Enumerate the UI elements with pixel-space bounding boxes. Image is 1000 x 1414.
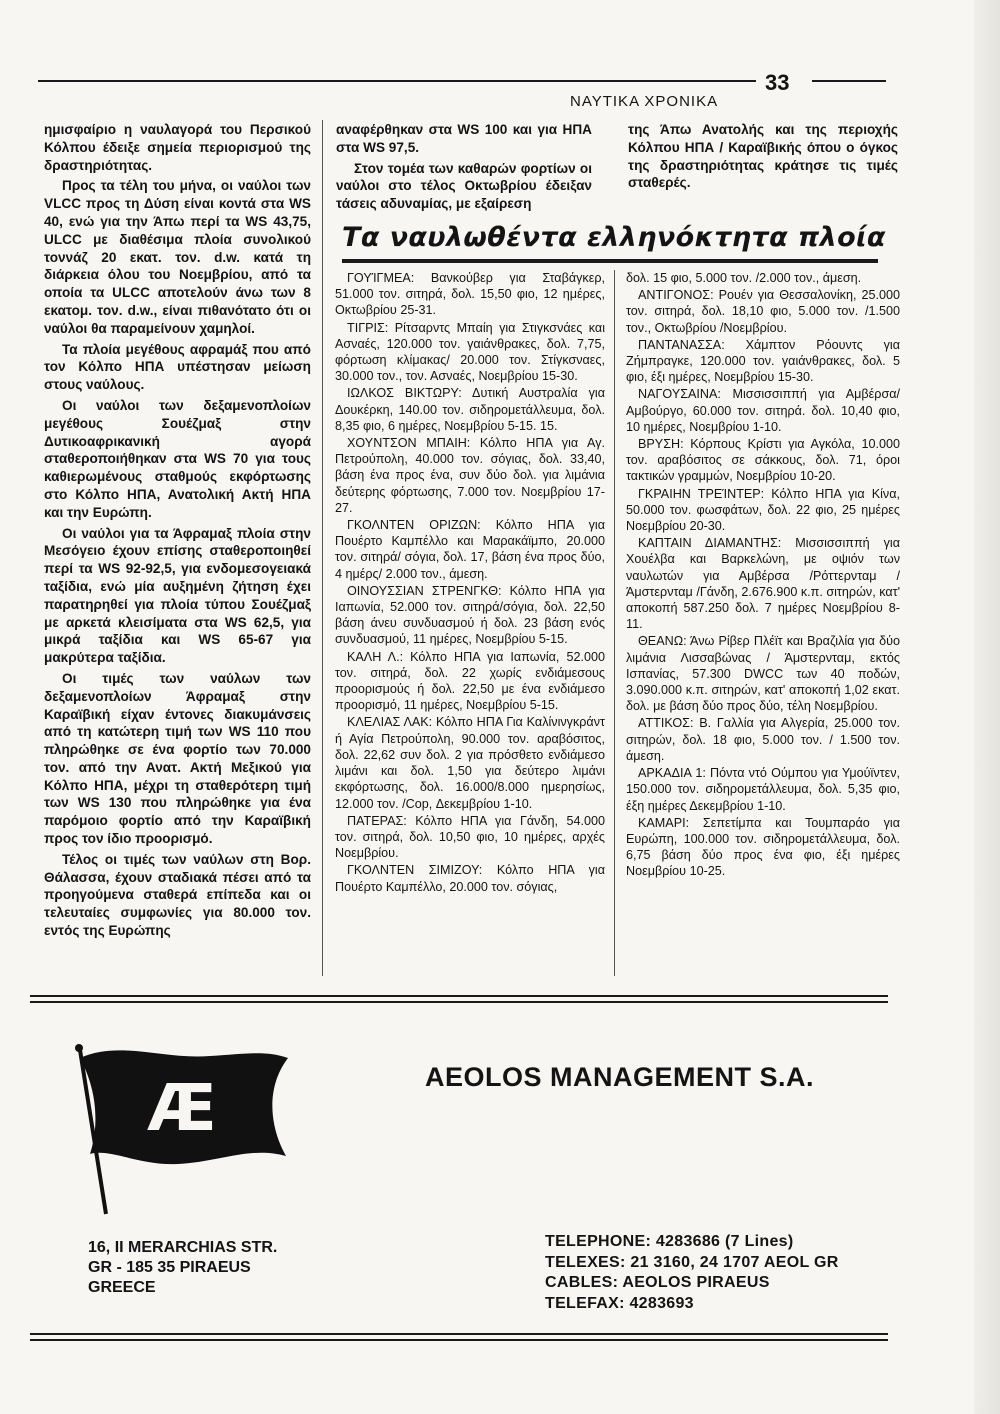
list-column-divider bbox=[614, 270, 615, 976]
page-edge bbox=[974, 0, 1000, 1414]
charter-entry: ΑΡΚΑΔΙΑ 1: Πόντα ντό Ούμπου για Υμούϊντεν, 150.000 τον. σιδηρομετάλλευμα, δολ. 5,35 φιο, έξη ημέρες Δεκεμβρίου 1-10. bbox=[626, 766, 900, 813]
charter-entry: ΤΙΓΡΙΣ: Ρίτσαρντς Μπαίη για Στιγκσνάες και Ασναές, 120.000 τον. γαιάνθρακες, δολ. 7,75, φόρτωση κλίμακας/ 20.000 τον. Στίγκσναες, 30.000 τον., τον. Ασναές, Νοεμβρίου 15-30. bbox=[335, 320, 605, 384]
flag-logo bbox=[60, 1028, 295, 1218]
contact-line: TELEXES: 21 3160, 24 1707 AEOL GR bbox=[545, 1253, 839, 1271]
charter-list-left bbox=[335, 270, 605, 896]
address-line: GREECE bbox=[88, 1279, 156, 1296]
advert-bottom-rule bbox=[30, 1333, 888, 1341]
charter-entry: ΚΑΜΑΡΙ: Σεπετίμπα και Τουμπαράο για Ευρώπη, 100.000 τον. σιδηρομετάλλευμα, δολ. 6,75 βάση δύο προς ένα φιο, έξι ημέρες Νοεμβρίου 10-25. bbox=[626, 815, 900, 879]
header-rule-right bbox=[812, 80, 886, 82]
company-name: AEOLOS MANAGEMENT S.A. bbox=[425, 1062, 815, 1092]
charter-entry: ΚΑΠΤΑΙΝ ΔΙΑΜΑΝΤΗΣ: Μισσισσιππή για Χουέλβα και Βαρκελώνη, με οψιόν των ναυλωτών για Αμβέρσα /Ρόττερνταμ / Άμστερνταμ /Γάνδη, 2.676.900 κ.π. σιτηρών, κατ' αποκοπή 587.250 δολ. 7 ημέρες Νοεμβρίου 8-11. bbox=[626, 536, 900, 632]
charter-entry: ΝΑΓΟΥΣΑΙΝΑ: Μισσισσιππή για Αμβέρσα/ Αμβούργο, 60.000 τον. σιτηρά. δολ. 10,40 φιο, 10 ημέρες, Νοεμβρίου 1-10. bbox=[626, 387, 900, 434]
article-paragraph: Οι ναύλοι των δεξαμενοπλοίων μεγέθους Σουέζμαξ στην Δυτικοαφρικανική αγορά σταθεροποιήθηκαν στα WS 70 για τους καθιερωμένους σταθμούς εκφόρτωσης στο Κόλπο ΗΠΑ, Ανατολική Ακτή ΗΠΑ και την Ευρώπη. bbox=[44, 397, 311, 520]
charter-entry: ΚΛΕΛΙΑΣ ΛΑΚ: Κόλπο ΗΠΑ Για Καλίνινγκράντ ή Αγία Πετρούπολη, 90.000 τον. αραβόσιτος, δολ. 22,62 συν δολ. 2 για πρόσθετο ενδιάμεσο λιμάνι και δολ. 1,50 για δεύτερο λιμάνι εκφόρτωσης, δολ. 16.000/8.000 ημερησίως, 12.000 τον. /Cop, Δεκεμβρίου 1-10. bbox=[335, 715, 605, 811]
article-paragraph: Τα πλοία μεγέθους αφραμάξ που από τον Κόλπο ΗΠΑ υπέστησαν μείωση στους ναύλους. bbox=[44, 341, 311, 393]
header-rule-left bbox=[38, 80, 756, 82]
article-paragraph: Στον τομέα των καθαρών φορτίων οι ναύλοι στο τέλος Οκτωβρίου έδειξαν τάσεις αδυναμίας, με εξαίρεση bbox=[336, 160, 592, 212]
article-paragraph: Οι ναύλοι για τα Άφραμαξ πλοία στην Μεσόγειο έχουν επίσης σταθεροποιηθεί περί τα WS 92-92,5, για ενδομεσογειακά ταξίδια, ενώ μία αυξημένη ζήτηση έχει παρατηρηθεί για πλοία τύπου Σουέζμαξ με αρκετά κλεισίματα στα WS 62,5, για μικρά ταξίδια και WS 65-67 για μακρύτερα ταξίδια. bbox=[44, 525, 311, 666]
article-column-3 bbox=[628, 121, 898, 195]
article-paragraph: Προς τα τέλη του μήνα, οι ναύλοι των VLCC προς τη Δύση είναι κοντά στα WS 40, ενώ για την Άπω περί τα WS 43,75, ULCC με διαθέσιμα πλοία συνολικού τοννάζ 20 εκατ. τον. d.w. κατά τη διάρκεια όλου του Νοεμβρίου, από τα οποία τα ULCC αποτελούν άνω των 8 εκατομ. τον. d.w., είναι πιθανότατο ότι οι ναύλοι θα παραμείνουν χαμηλοί. bbox=[44, 178, 311, 336]
charter-list-right bbox=[626, 270, 900, 881]
charter-entry: ΓΚΟΛΝΤΕΝ ΣΙΜΙΖΟΥ: Κόλπο ΗΠΑ για Πουέρτο Καμπέλλο, 20.000 τον. σόγιας, bbox=[335, 863, 605, 894]
charter-entry: ΑΝΤΙΓΟΝΟΣ: Ρουέν για Θεσσαλονίκη, 25.000 τον. σιτηρά, δολ. 18,10 φιο, 5.000 τον. /1.500 τον., Οκτωβρίου /Νοεμβρίου. bbox=[626, 288, 900, 335]
address-line: GR - 185 35 PIRAEUS bbox=[88, 1259, 251, 1276]
magazine-name: ΝΑΥΤΙΚΑ ΧΡΟΝΙΚΑ bbox=[570, 93, 719, 110]
charter-entry: ΧΟΥΝΤΣΟΝ ΜΠΑΙΗ: Κόλπο ΗΠΑ για Αγ. Πετρούπολη, 40.000 τον. σόγιας, δολ. 33,40, βάση ένα προς ένα, συν δύο δολ. για λιμάνια δεύτερης φόρτωσης, 7.000 τον. Νοεμβρίου 17-27. bbox=[335, 436, 605, 515]
column-divider bbox=[322, 120, 323, 976]
charter-entry: ΒΡΥΣΗ: Κόρπους Κρίστι για Αγκόλα, 10.000 τον. αραβόσιτος σε σάκκους, δολ. 71, όροι τακτικών γραμμών, Νοεμβρίου 10-20. bbox=[626, 437, 900, 484]
address-line: 16, II MERARCHIAS STR. bbox=[88, 1239, 278, 1256]
contact-line: TELEPHONE: 4283686 (7 Lines) bbox=[545, 1233, 794, 1250]
logo-monogram: Æ bbox=[147, 1072, 217, 1146]
article-paragraph: ημισφαίριο η ναυλαγορά του Περσικού Κόλπου έδειξε σημεία περιορισμού της δραστηριότητας. bbox=[44, 122, 311, 173]
article-paragraph: Οι τιμές των ναύλων των δεξαμενοπλοίων Άφραμαξ στην Καραϊβική είχαν έντονες διακυμάνσεις από τη κατώτερη τιμή των WS 110 που πληρώθηκε σε ένα φορτίο των 70.000 τον. από την Ανατ. Ακτή Μεξικού για Κόλπο ΗΠΑ, μέχρι τη σταθερότερη τιμή των WS 130 που πληρώθηκε για ένα παρόμοιο φορτίο από την Καραϊβική προς τον ίδιο προορισμό. bbox=[44, 670, 311, 847]
charter-entry: ΘΕΑΝΩ: Άνω Ρίβερ Πλέϊτ και Βραζιλία για δύο λιμάνια Λισσαβώνας / Άμστερνταμ, εκτός Ισπανίας, 57.300 DWCC των 40 ποδών, 3.090.000 κ.π. σιτηρών, κατ' αποκοπή 1,02 εκατ. δολ. με βάση δύο προς δύο, τέλη Νοεμβρίου. bbox=[626, 634, 900, 714]
charter-entry: ΓΚΟΛΝΤΕΝ ΟΡΙΖΩΝ: Κόλπο ΗΠΑ για Πουέρτο Καμπέλλο και Μαρακάϊμπο, 20.000 τον. σιτηρά/ σόγια, δολ. 17, βάση ένα προς δύο, 4 ημέρς/ 2.000 τον., άμεση. bbox=[335, 518, 605, 581]
page-number: 33 bbox=[765, 70, 790, 95]
charter-entry: δολ. 15 φιο, 5.000 τον. /2.000 τον., άμεση. bbox=[626, 271, 862, 285]
advert-top-rule bbox=[30, 995, 888, 1003]
charter-entry: ΠΑΤΕΡΑΣ: Κόλπο ΗΠΑ για Γάνδη, 54.000 τον. σιτηρά, δολ. 10,50 φιο, 10 ημέρες, αρχές Νοεμβρίου. bbox=[335, 813, 605, 861]
article-paragraph: της Άπω Ανατολής και της περιοχής Κόλπου ΗΠΑ / Καραϊβικής όπου ο όγκος της δραστηριότητας κράτησε τις τιμές σταθερές. bbox=[628, 122, 898, 191]
section-title: Τα ναυλωθέντα ελληνόκτητα πλοία bbox=[342, 222, 886, 253]
charter-entry: ΟΙΝΟΥΣΣΙΑΝ ΣΤΡΕΝΓΚΘ: Κόλπο ΗΠΑ για Ιαπωνία, 52.000 τον. σιτηρά/σόγια, δολ. 22,50 βάση άνευ συνδυασμού ή δολ. 23 βάση ενός συνδυασμού, 11 ημέρες, Νοεμβρίου 5-15. bbox=[335, 583, 605, 647]
article-column-1 bbox=[44, 121, 311, 943]
article-paragraph: Τέλος οι τιμές των ναύλων στη Βορ. Θάλασσα, έχουν σταδιακά πέσει από τα προηγούμενα σταθερά επίπεδα και οι τελευταίες συμφωνίες για 80.000 τον. εντός της Ευρώπης bbox=[44, 851, 311, 939]
company-address bbox=[88, 1238, 277, 1298]
charter-entry: ΓΟΥΊΓΜΕΑ: Βανκούβερ για Σταβάγκερ, 51.000 τον. σιτηρά, δολ. 15,50 φιο, 12 ημέρες, Οκτωβρίου 25-31. bbox=[335, 271, 605, 318]
charter-entry: ΓΚΡΑΙΗΝ ΤΡΕΊΝΤΕΡ: Κόλπο ΗΠΑ για Κίνα, 50.000 τον. φωσφάτων, δολ. 22 φιο, 25 ημέρες Νοεμβρίου 20-30. bbox=[626, 486, 900, 534]
article-paragraph: αναφέρθηκαν στα WS 100 και για ΗΠΑ στα WS 97,5. bbox=[336, 122, 592, 155]
charter-entry: ΚΑΛΗ Λ.: Κόλπο ΗΠΑ για Ιαπωνία, 52.000 τον. σιτηρά, δολ. 22 χωρίς ενδιάμεσους προορισμούς ή δολ. 22,50 με ένα ενδιάμεσο προορισμό, 11 ημέρες, Νοεμβρίου 5-15. bbox=[335, 649, 605, 713]
title-underline bbox=[342, 259, 878, 263]
contact-line: CABLES: AEOLOS PIRAEUS bbox=[545, 1274, 770, 1291]
charter-entry: ΙΩΛΚΟΣ ΒΙΚΤΩΡΥ: Δυτική Αυστραλία για Δουκέρκη, 140.00 τον. σιδηρομετάλλευμα, δολ. 8,35 φιο, 6 ημέρες, Νοεμβρίου 5-15. 15. bbox=[335, 386, 605, 433]
company-contacts bbox=[545, 1232, 839, 1314]
charter-entry: ΠΑΝΤΑΝΑΣΣΑ: Χάμπτον Ρόουντς για Ζήμπραγκε, 120.000 τον. γαιάνθρακες, δολ. 5 φιο, έξι ημέρες, Νοεμβρίου 15-30. bbox=[626, 337, 900, 385]
contact-line: TELEFAX: 4283693 bbox=[545, 1294, 694, 1312]
charter-entry: ΑΤΤΙΚΟΣ: Β. Γαλλία για Αλγερία, 25.000 τον. σιτηρών, δολ. 18 φιο, 5.000 τον. / 1.500 τον. άμεση. bbox=[626, 716, 900, 763]
article-column-2 bbox=[336, 121, 592, 216]
